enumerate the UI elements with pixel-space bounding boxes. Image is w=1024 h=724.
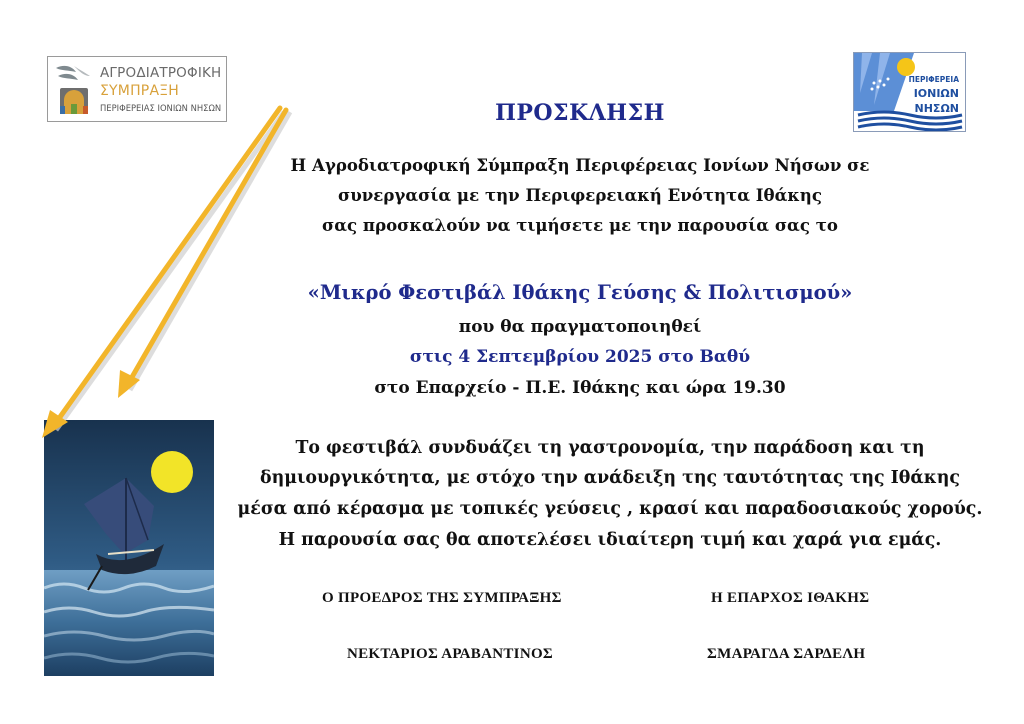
page-title: ΠΡΟΣΚΛΗΣΗ <box>495 100 665 126</box>
festival-name: «Μικρό Φεστιβάλ Ιθάκης Γεύσης & Πολιτισμού» <box>307 281 853 304</box>
arrow-head-2 <box>118 370 140 398</box>
event-line-1: που θα πραγματοποιηθεί <box>458 317 702 337</box>
sailboat-icon <box>44 420 214 676</box>
agrifood-partnership-logo <box>47 56 227 122</box>
signature-left-role: Ο ΠΡΟΕΔΡΟΣ ΤΗΣ ΣΥΜΠΡΑΞΗΣ <box>322 590 562 606</box>
description-line-4: Η παρουσία σας θα αποτελέσει ιδιαίτερη τιμή και χαρά για εμάς. <box>278 530 942 550</box>
arrow-line-1 <box>55 108 280 424</box>
wheat-arch-icon <box>54 62 94 116</box>
intro-line-3: σας προσκαλούν να τιμήσετε με την παρουσία σας το <box>322 215 838 235</box>
logo-left-line3: ΠΕΡΙΦΕΡΕΙΑΣ ΙΟΝΙΩΝ ΝΗΣΩΝ <box>100 103 222 113</box>
signature-left-name: ΝΕΚΤΑΡΙΟΣ ΑΡΑΒΑΝΤΙΝΟΣ <box>347 646 554 662</box>
signature-right-role: Η ΕΠΑΡΧΟΣ ΙΘΑΚΗΣ <box>711 590 870 606</box>
description-line-3: μέσα από κέρασμα με τοπικές γεύσεις , κρασί και παραδοσιακούς χορούς. <box>237 499 983 519</box>
description-line-2: δημιουργικότητα, με στόχο την ανάδειξη της ταυτότητας της Ιθάκης <box>259 468 961 488</box>
arrow-line-2 <box>128 110 286 384</box>
event-place: στο Επαρχείο - Π.Ε. Ιθάκης και ώρα 19.30 <box>374 378 786 398</box>
logo-right-line2: ΙΟΝΙΩΝ <box>913 87 959 100</box>
intro-line-1: Η Αγροδιατροφική Σύμπραξη Περιφέρειας Ιονίων Νήσων σε <box>290 155 870 175</box>
signature-right-name: ΣΜΑΡΑΓΔΑ ΣΑΡΔΕΛΗ <box>707 646 866 662</box>
logo-left-line1: ΑΓΡΟΔΙΑΤΡΟΦΙΚΗ <box>100 65 222 81</box>
event-date: στις 4 Σεπτεμβρίου 2025 στο Βαθύ <box>409 347 751 367</box>
intro-line-2: συνεργασία με την Περιφερειακή Ενότητα Ιθάκης <box>338 185 822 205</box>
logo-right-line3: ΝΗΣΩΝ <box>914 102 959 115</box>
sailboat-moon-painting <box>44 420 214 676</box>
logo-right-line1: ΠΕΡΙΦΕΡΕΙΑ <box>908 75 959 84</box>
logo-left-line2: ΣΥΜΠΡΑΞΗ <box>100 83 179 99</box>
description-line-1: Το φεστιβάλ συνδυάζει τη γαστρονομία, την παράδοση και τη <box>295 438 925 458</box>
